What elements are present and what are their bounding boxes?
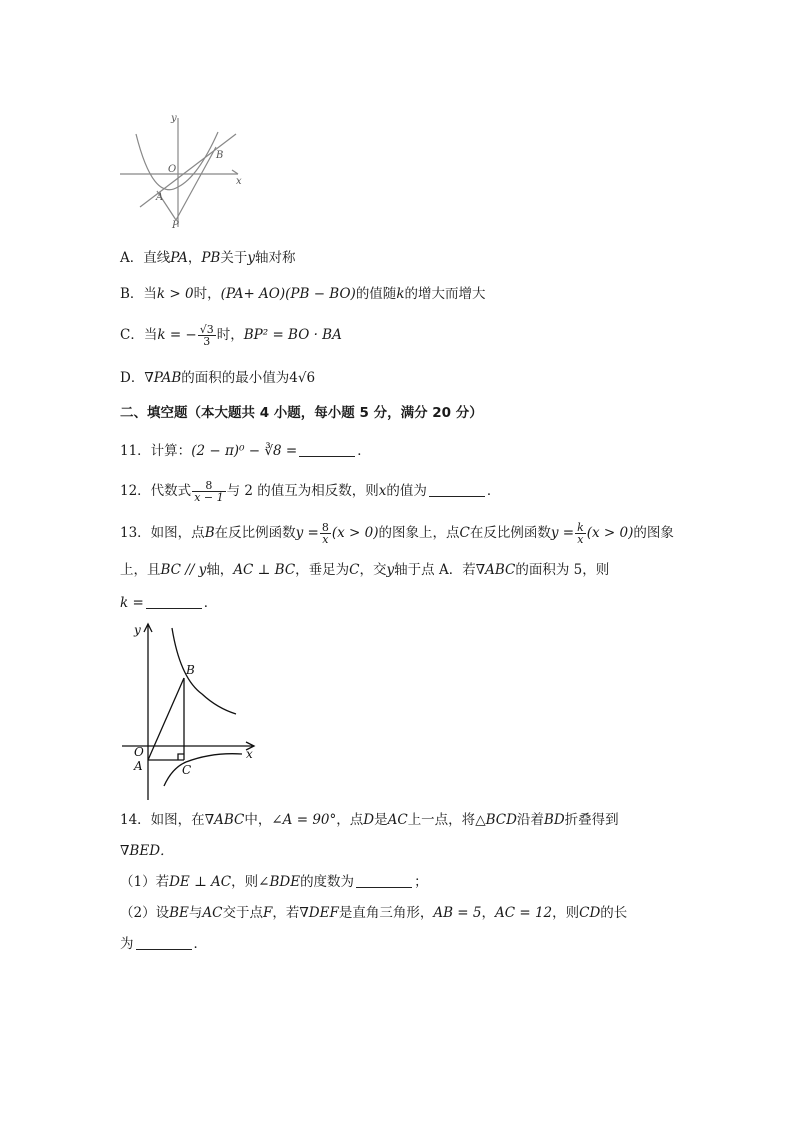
fraction: $\frac{8}{x}$ (321, 521, 329, 546)
label-a: A (156, 192, 164, 203)
right-angle-mark (178, 754, 184, 760)
line-ab (140, 134, 236, 207)
question-13-line3: k = ． (120, 595, 218, 611)
question-14-sub2: （2）设BE与AC交于点F，若∇DEF是直角三角形，AB = 5，AC = 12，则CD的长 (120, 905, 628, 921)
question-14-line5: 为 ． (120, 936, 207, 952)
question-14-line2: ∇BED． (120, 843, 174, 859)
line-pb (176, 147, 216, 220)
section-title: 二、填空题（本大题共 4 小题，每小题 5 分，满分 20 分） (120, 405, 483, 421)
segment-ob (148, 678, 184, 760)
fraction: $\frac{8}{x - 1}$ (194, 479, 224, 504)
answer-blank[interactable] (136, 936, 192, 950)
label-x: x (246, 747, 253, 761)
label-y: y (134, 623, 141, 637)
option-d: D．∇PAB的面积的最小值为4√6 (120, 370, 316, 386)
x-arrow (232, 170, 238, 174)
question-11: 11．计算：(2 − π)⁰ − ∛8 = ． (120, 443, 371, 459)
label-y: y (171, 113, 177, 124)
label-o: O (168, 164, 177, 175)
label-a: A (134, 759, 143, 773)
curve-y-8-over-x (172, 628, 236, 714)
question-14-line1: 14．如图，在∇ABC中，∠A = 90°，点D是AC上一点，将△BCD沿着BD折叠得到 (120, 812, 619, 828)
label-c: C (182, 763, 192, 777)
curve-y-k-over-x (164, 754, 242, 786)
answer-blank[interactable] (146, 595, 202, 609)
answer-blank[interactable] (429, 483, 485, 497)
answer-blank[interactable] (299, 443, 355, 457)
fraction: $\frac{√3}{3}$ (199, 323, 214, 348)
option-c: C．当k = − $\frac{√3}{3}$ 时，BP² = BO · BA (120, 323, 342, 348)
label-o: O (134, 745, 144, 759)
label-b: B (186, 663, 195, 677)
parabola-curve (136, 132, 218, 190)
label-b: B (216, 150, 224, 161)
question-13-line1: 13．如图，点B在反比例函数y = $\frac{8}{x}$ (x > 0)的图象上，点C在反比例函数y = $\frac{k}{x}$ (x > 0)的图象 (120, 521, 674, 546)
option-b: B．当k > 0时，(PA+ AO)(PB − BO)的值随k的增大而增大 (120, 286, 486, 302)
label-p: P (172, 220, 179, 231)
figure-parabola-graph (118, 112, 248, 232)
fraction: $\frac{k}{x}$ (577, 521, 584, 546)
question-12: 12．代数式 $\frac{8}{x - 1}$ 与 2 的值互为相反数，则x的值为 ． (120, 479, 501, 504)
label-x: x (236, 176, 242, 187)
answer-blank[interactable] (356, 874, 412, 888)
option-a: A．直线PA，PB关于y轴对称 (120, 250, 296, 266)
question-13-line2: 上，且BC // y轴，AC ⊥ BC，垂足为C，交y轴于点 A．若∇ABC的面积为 5，则 (120, 562, 610, 578)
question-14-sub1: （1）若DE ⊥ AC，则∠BDE的度数为 ； (120, 874, 428, 890)
figure-hyperbola-graph (122, 618, 272, 803)
